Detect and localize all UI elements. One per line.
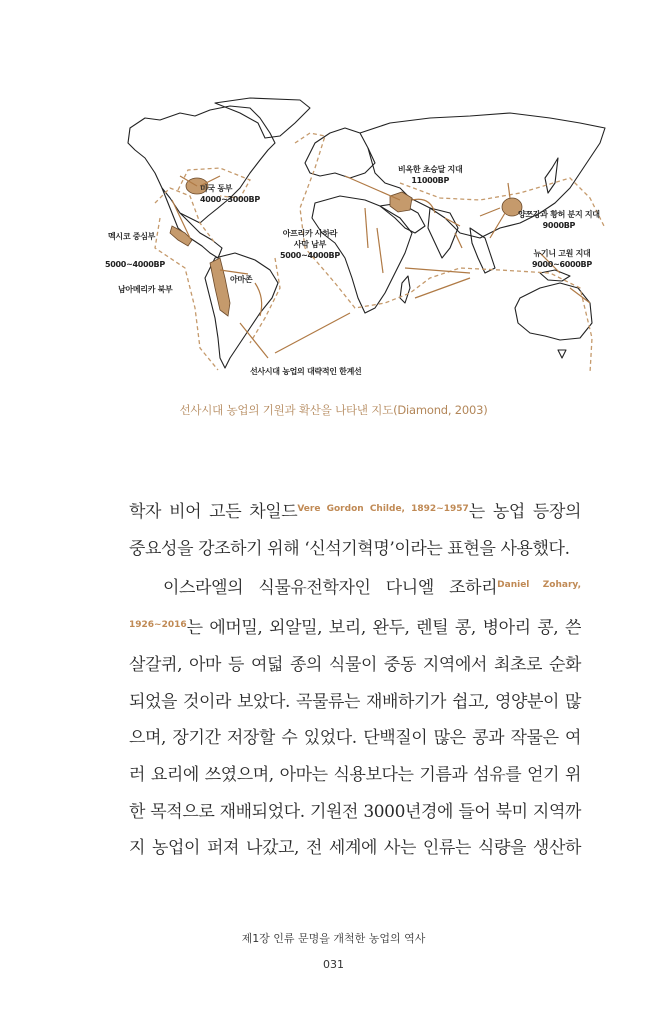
body-line: 지 농업이 퍼져 나갔고, 전 세계에 사는 인류는 식량을 생산하 <box>129 838 581 859</box>
footnote-childe: Vere Gordon Childe, 1892~1957 <box>297 504 469 514</box>
body-line: 으며, 장기간 저장할 수 있었다. 단백질이 많은 콩과 작물은 여 <box>129 728 581 749</box>
body-paragraphs <box>129 491 581 867</box>
label-boundary: 선사시대 농업의 대략적인 한계선 <box>250 367 362 376</box>
label-mexico: 멕시코 중심부 <box>108 232 156 241</box>
label-amazon: 아마존 <box>230 275 253 284</box>
body-line: 러 요리에 쓰였으며, 아마는 식용보다는 기름과 섬유를 얻기 위 <box>129 764 581 785</box>
body-line: 되었을 것이라 보았다. 곡물류는 재배하기가 쉽고, 영양분이 많 <box>129 691 581 712</box>
label-fertile-crescent: 비옥한 초승달 지대 11000BP <box>398 165 463 185</box>
label-south-america: 남아메리카 북부 <box>118 285 173 294</box>
body-line: 중요성을 강조하기 위해 ‘신석기혁명’이라는 표현을 사용했다. <box>129 538 570 559</box>
body-line: 한 목적으로 재배되었다. 기원전 3000년경에 들어 북미 지역까 <box>129 801 581 822</box>
body-line: $^{1926\sim 2016}$는 에머밀, 외알밀, 보리, 완두, 렌틸 콩, 병아리 콩, 쓴 <box>129 618 581 639</box>
page-number: 031 <box>323 958 344 971</box>
label-africa: 아프리카 사하라 사막 남부 5000~4000BP <box>280 229 340 260</box>
chapter-title: 제1장 인류 문명을 개척한 농업의 역사 <box>241 932 426 945</box>
label-mexico-date: 5000~4000BP <box>105 260 165 269</box>
label-yangtze: 양쯔강과 황허 분지 지대 9000BP <box>518 210 600 230</box>
map-illustration <box>100 88 620 388</box>
body-line: 학자 비어 고든 차일드$^{Vere Gordon Childe, 1892\sim 1957}$는 농업 등장의 <box>129 502 581 522</box>
world-agriculture-map <box>100 88 620 388</box>
label-east-us: 미국 동부 4000~3000BP <box>200 184 260 204</box>
label-new-guinea: 뉴기니 고원 지대 9000~6000BP <box>532 249 592 269</box>
footnote-zohary: Daniel Zohary, <box>497 580 581 591</box>
figure-caption: 선사시대 농업의 기원과 확산을 나타낸 지도(Diamond, 2003) <box>179 403 488 417</box>
body-line: 살갈퀴, 아마 등 여덟 종의 식물이 중동 지역에서 최초로 순화 <box>129 654 581 675</box>
footnote-zohary-dates: 1926~2016 <box>129 620 187 631</box>
body-line: 이스라엘의 식물유전학자인 다니엘 조하리$^{Daniel Zohary,}$ <box>163 578 581 599</box>
